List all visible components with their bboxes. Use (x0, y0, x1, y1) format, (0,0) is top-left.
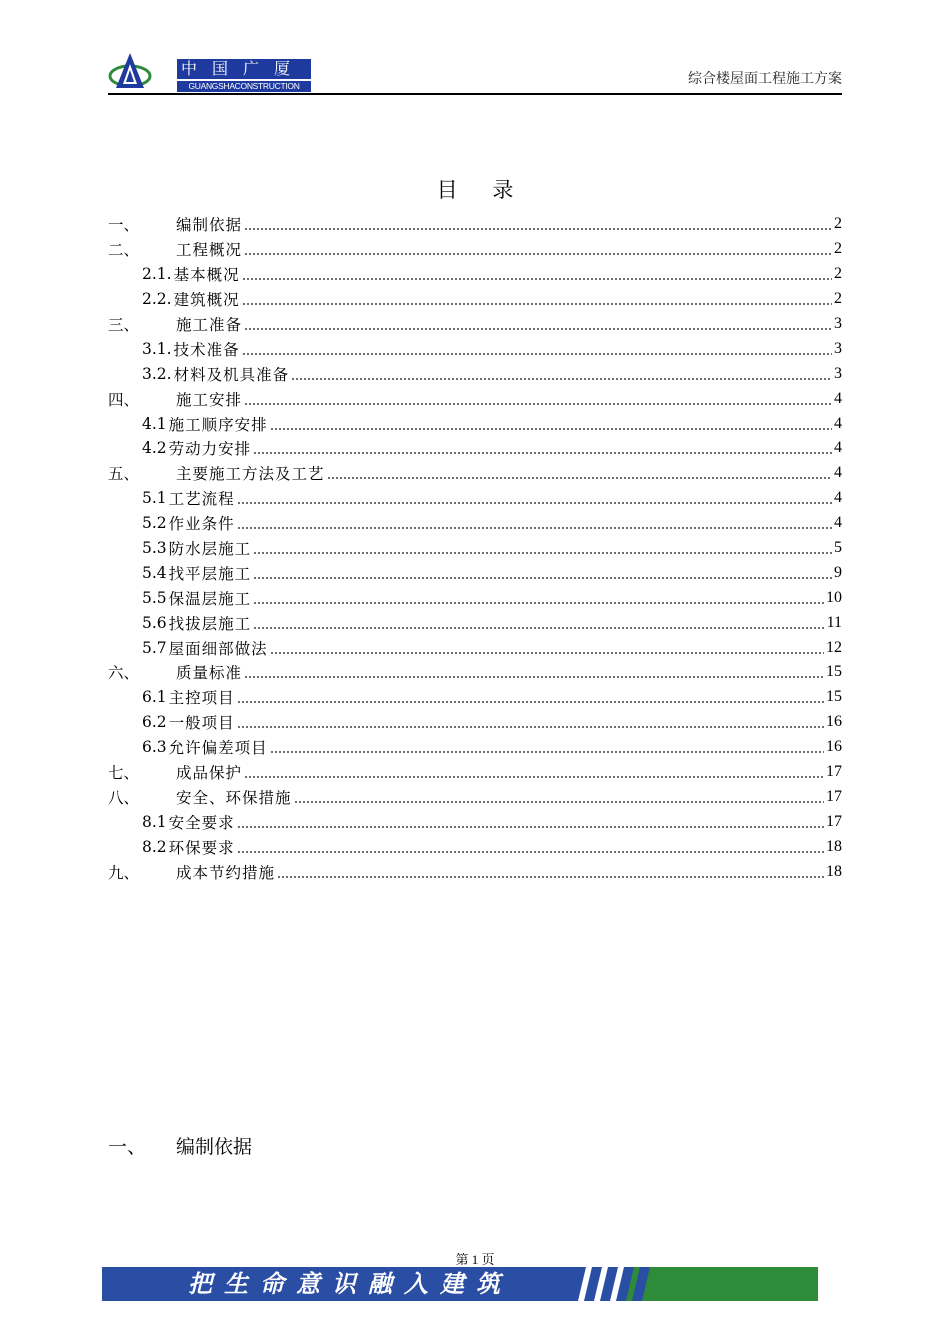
header-divider (108, 93, 842, 95)
toc-entry-title: 工程概况 (176, 241, 243, 260)
toc-entry[interactable] (108, 859, 842, 884)
toc-entry-title: 安全要求 (168, 813, 235, 832)
toc-entry-page: 5 (834, 539, 842, 557)
toc-entry-title: 主控项目 (168, 689, 235, 708)
toc-entry[interactable] (108, 536, 842, 561)
toc-entry-number: 6.1 (142, 688, 167, 707)
footer-slogan: 把生命意识融入建筑 (188, 1270, 512, 1298)
toc-entry[interactable] (108, 784, 842, 809)
page-number: 第 1 页 (455, 1252, 495, 1267)
logo-english-name: GUANGSHACONSTRUCTION (177, 81, 311, 92)
toc-entry-number: 5.7 (142, 638, 167, 657)
dot-leader (291, 366, 832, 382)
toc-entry-page: 3 (834, 315, 842, 332)
toc-entry-number: 2.1. (142, 265, 172, 284)
toc-entry[interactable] (108, 511, 842, 536)
toc-entry-number: 8.1 (142, 812, 167, 831)
toc-entry-number: 一、 (108, 216, 140, 235)
toc-entry-number: 4.1 (142, 414, 167, 433)
toc-entry[interactable] (108, 809, 842, 834)
toc-entry-number: 5.5 (142, 588, 167, 607)
toc-entry[interactable] (108, 411, 842, 436)
dot-leader (253, 615, 824, 631)
toc-entry-title: 技术准备 (173, 340, 240, 359)
dot-leader (294, 789, 824, 805)
dot-leader (327, 465, 832, 481)
toc-entry-title: 屋面细部做法 (168, 639, 268, 658)
footer-banner (102, 1267, 818, 1301)
toc-entry-number: 4.2 (142, 439, 167, 458)
toc-entry-number: 5.1 (142, 489, 167, 508)
toc-entry-number: 5.2 (142, 514, 167, 533)
section-title: 编制依据 (176, 1136, 253, 1158)
toc-entry-title: 质量标准 (176, 664, 243, 683)
toc-entry[interactable] (108, 212, 842, 237)
toc-entry-page: 2 (834, 240, 842, 258)
green-stripes-icon (568, 1267, 818, 1301)
toc-entry-page: 11 (826, 613, 842, 631)
section-heading (108, 1132, 252, 1159)
toc-entry-page: 4 (834, 489, 842, 507)
toc-entry[interactable] (108, 635, 842, 660)
toc-entry[interactable] (108, 610, 842, 635)
toc-entry-page: 16 (826, 738, 842, 756)
dot-leader (253, 440, 832, 456)
toc-entry-page: 3 (834, 364, 842, 382)
toc-entry-title: 成本节约措施 (176, 863, 276, 882)
toc-entry[interactable] (108, 336, 842, 361)
toc-entry[interactable] (108, 585, 842, 610)
toc-entry-number: 八、 (108, 788, 140, 807)
toc-entry-title: 工艺流程 (168, 490, 235, 509)
toc-entry-title: 施工顺序安排 (168, 415, 268, 434)
toc-entry-number: 六、 (108, 664, 140, 683)
toc-entry-page: 4 (834, 464, 842, 482)
toc-entry-title: 材料及机具准备 (173, 365, 290, 384)
toc-entry-page: 15 (826, 663, 842, 681)
toc-entry-number: 8.2 (142, 837, 167, 856)
toc-entry[interactable] (108, 312, 842, 337)
toc-entry-title: 环保要求 (168, 838, 235, 857)
toc-entry[interactable] (108, 834, 842, 859)
toc-entry[interactable] (108, 262, 842, 287)
toc-entry-number: 6.3 (142, 738, 167, 757)
toc-entry-page: 2 (834, 265, 842, 283)
toc-entry-page: 2 (834, 290, 842, 308)
toc-entry-page: 4 (834, 414, 842, 432)
toc-entry[interactable] (108, 287, 842, 312)
toc-entry-title: 找平层施工 (168, 564, 252, 583)
toc-entry-number: 七、 (108, 764, 140, 783)
page-header (108, 50, 842, 96)
toc-entry-title: 劳动力安排 (168, 440, 252, 459)
dot-leader (242, 266, 832, 282)
logo-chinese-name: 中国广厦 (177, 59, 311, 79)
toc-entry-page: 17 (826, 787, 842, 805)
dot-leader (270, 416, 832, 432)
toc-entry-page: 15 (826, 688, 842, 706)
dot-leader (237, 515, 832, 531)
table-of-contents (108, 212, 842, 884)
toc-entry-page: 4 (834, 514, 842, 532)
dot-leader (270, 640, 824, 656)
toc-entry-number: 3.1. (142, 339, 172, 358)
dot-leader (237, 714, 824, 730)
section-number: 一、 (108, 1136, 147, 1158)
toc-entry-page: 18 (826, 862, 842, 880)
toc-entry-number: 5.4 (142, 563, 167, 582)
toc-entry-title: 主要施工方法及工艺 (176, 465, 325, 484)
toc-entry-number: 二、 (108, 241, 140, 260)
dot-leader (244, 241, 832, 257)
toc-entry[interactable] (108, 361, 842, 386)
toc-entry[interactable] (108, 436, 842, 461)
toc-entry-title: 作业条件 (168, 515, 235, 534)
toc-entry-page: 9 (834, 563, 842, 581)
toc-entry[interactable] (108, 486, 842, 511)
toc-entry-page: 2 (834, 215, 842, 233)
dot-leader (244, 764, 824, 780)
toc-entry-page: 10 (826, 588, 842, 606)
dot-leader (253, 565, 832, 581)
toc-entry-number: 5.3 (142, 539, 167, 558)
dot-leader (237, 814, 824, 830)
toc-heading: 目 录 (436, 178, 528, 202)
dot-leader (270, 739, 824, 755)
dot-leader (244, 664, 824, 680)
toc-entry-number: 四、 (108, 390, 140, 409)
toc-entry-page: 3 (834, 339, 842, 357)
toc-entry-page: 18 (826, 837, 842, 855)
toc-entry-number: 三、 (108, 316, 140, 334)
toc-entry-number: 5.6 (142, 613, 167, 632)
dot-leader (277, 864, 824, 880)
toc-entry-page: 4 (834, 439, 842, 457)
toc-entry-page: 12 (826, 638, 842, 656)
toc-entry-title: 建筑概况 (173, 291, 240, 310)
toc-entry-title: 成品保护 (176, 764, 243, 783)
toc-entry[interactable] (108, 560, 842, 585)
toc-entry[interactable] (108, 237, 842, 262)
dot-leader (237, 689, 824, 705)
toc-entry-title: 施工安排 (176, 390, 243, 409)
toc-entry-title: 允许偏差项目 (168, 739, 268, 758)
toc-entry-page: 17 (826, 763, 842, 781)
toc-entry-title: 一般项目 (168, 714, 235, 733)
toc-entry-title: 编制依据 (176, 216, 243, 235)
toc-entry-number: 五、 (108, 465, 140, 484)
toc-entry[interactable] (108, 685, 842, 710)
dot-leader (253, 540, 832, 556)
toc-entry-title: 找拔层施工 (168, 614, 252, 633)
toc-entry-number: 3.2. (142, 364, 172, 383)
dot-leader (237, 839, 824, 855)
dot-leader (253, 590, 824, 606)
toc-entry-title: 防水层施工 (168, 540, 252, 559)
toc-entry-page: 16 (826, 713, 842, 731)
dot-leader (237, 490, 832, 506)
dot-leader (244, 391, 832, 407)
dot-leader (244, 316, 832, 332)
toc-entry-title: 保温层施工 (168, 589, 252, 608)
toc-entry-page: 17 (826, 812, 842, 830)
toc-entry[interactable] (108, 461, 842, 486)
toc-entry-title: 基本概况 (173, 266, 240, 285)
toc-entry[interactable] (108, 760, 842, 785)
toc-entry-number: 九、 (108, 863, 140, 882)
dot-leader (244, 216, 832, 232)
toc-entry-title: 安全、环保措施 (176, 788, 292, 807)
toc-entry-number: 2.2. (142, 290, 172, 309)
toc-entry-title: 施工准备 (176, 316, 243, 334)
toc-entry[interactable] (108, 735, 842, 760)
company-logo-icon (108, 50, 152, 92)
toc-entry[interactable] (108, 710, 842, 735)
toc-entry-page: 4 (834, 389, 842, 407)
dot-leader (242, 291, 832, 307)
dot-leader (242, 341, 832, 357)
toc-entry[interactable] (108, 660, 842, 685)
toc-entry-number: 6.2 (142, 713, 167, 732)
document-title: 综合楼屋面工程施工方案 (688, 71, 842, 87)
toc-entry[interactable] (108, 386, 842, 411)
